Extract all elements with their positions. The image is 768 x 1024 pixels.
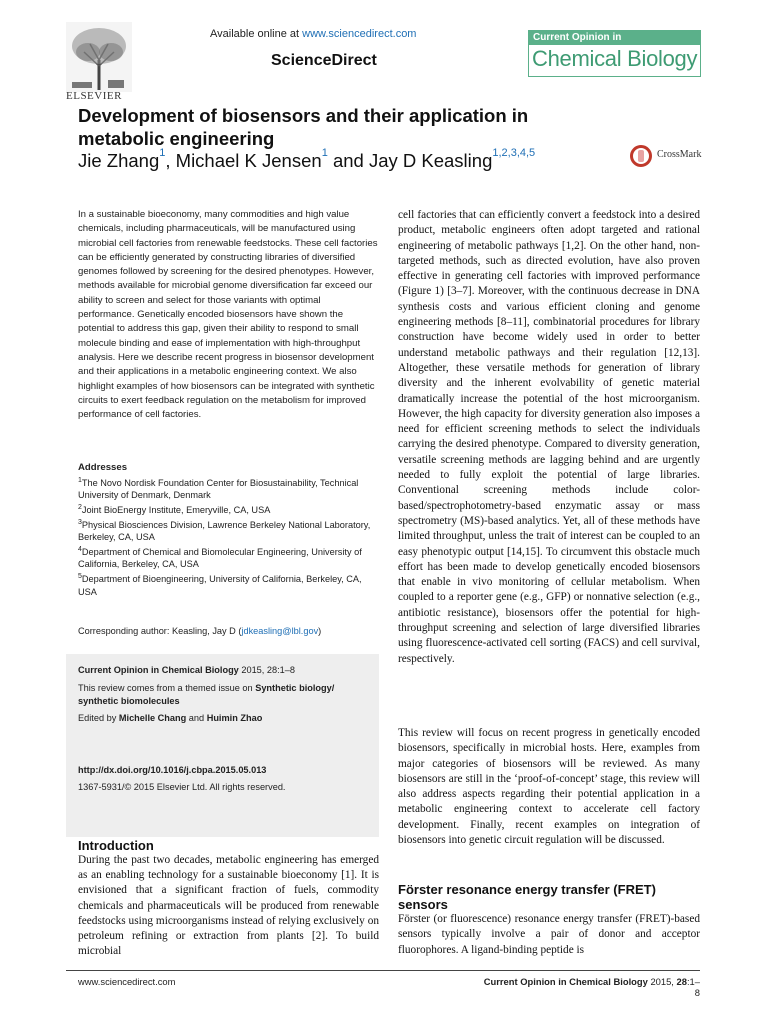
- body-paragraph: This review will focus on recent progress in genetically encoded biosensors, specifically in microbial hosts. Here, examples from major categories of biosensors will be reviewed. As many biosensors are still in the ‘proof-of-concept’ stage, this review will also address aspects regarding their potential application in a metabolic engineering context to accelerate cell factory development. Finally, recent examples on integration of biosensors into genetic circuit regulation will be discussed.: [398, 727, 700, 847]
- journal-logo: [528, 30, 701, 77]
- corresponding-suffix: ): [318, 626, 322, 636]
- addresses-block: [78, 462, 378, 598]
- editor-name: Michelle Chang: [118, 713, 187, 723]
- editor-name: Huimin Zhao: [206, 713, 263, 723]
- fret-section-text: Förster (or fluorescence) resonance energy transfer (FRET)-based sensors typically involve a pair of donor and acceptor fluorophores. A ligand-binding peptide is: [398, 913, 700, 956]
- available-prefix: Available online at: [210, 28, 303, 40]
- footer-pages: :1–8: [686, 976, 700, 998]
- address-number: 2: [78, 503, 82, 511]
- address-item: [78, 502, 378, 517]
- article-title: Development of biosensors and their application in metabolic engineering: [78, 105, 529, 149]
- address-number: 4: [78, 545, 82, 553]
- addresses-heading: Addresses: [78, 462, 128, 473]
- journal-logo-bottom: Chemical Biology: [532, 46, 698, 71]
- address-item: [78, 517, 378, 544]
- publisher-name: ELSEVIER: [66, 90, 122, 102]
- address-text: Department of Bioengineering, University of California, Berkeley, CA, USA: [78, 574, 362, 597]
- footer-divider: [66, 970, 700, 971]
- theme-line: [78, 682, 370, 707]
- abstract: In a sustainable bioeconomy, many commodities and high value chemicals, including pharmaceuticals, will be manufactured using microbial cell factories from renewable feedstocks. These cell factories can be efficiently generated by constructing libraries of diversified genomes followed by screening for the desired phenotypes. However, methods available for microbial genome diversification far exceed our ability to screen and select for those variants with optimal performance. Genetically encoded biosensors have shown the potential to address this gap, given their ability to respond to small molecule binding and ease of implementation with high-throughput analysis. Here we describe recent progress in biosensor development and their applications in a metabolic engineering context. We also highlight examples of how biosensors can be integrated with synthetic circuits to exert feedback regulation on the metabolism for improved performance of cell factories.: [78, 209, 378, 421]
- address-number: 3: [78, 518, 82, 526]
- affiliation-ref[interactable]: 1,2,3,4,5: [492, 147, 536, 159]
- elsevier-tree-logo: [66, 22, 132, 92]
- affiliation-ref[interactable]: 1: [321, 147, 328, 159]
- corresponding-prefix: Corresponding author: Keasling, Jay D (: [78, 626, 242, 636]
- crossmark-label: CrossMark: [657, 149, 702, 160]
- introduction-text: During the past two decades, metabolic engineering has emerged as an enabling technology for a sustainable bioeconomy [1]. It is envisioned that a significant fraction of fuels, commodity chemicals and pharmaceuticals will be produced from renewable feedstocks using microorganisms instead of relying exclusively on petroleum refining or extraction from plants [2]. To build microbial: [78, 854, 379, 958]
- doi-link[interactable]: http://dx.doi.org/10.1016/j.cbpa.2015.05.013: [78, 765, 267, 775]
- author-name: and Jay D Keasling: [327, 150, 493, 171]
- affiliation-ref[interactable]: 1: [159, 147, 166, 159]
- journal-name: Current Opinion in Chemical Biology: [78, 665, 239, 675]
- footer-citation: [480, 976, 700, 998]
- sciencedirect-brand: ScienceDirect: [271, 52, 377, 69]
- citation-detail: 2015, 28:1–8: [238, 665, 295, 675]
- introduction-heading: Introduction: [78, 838, 154, 853]
- edited-prefix: Edited by: [78, 713, 119, 723]
- address-number: 5: [78, 573, 82, 580]
- article-info-box: [66, 654, 379, 837]
- fret-section-heading: Förster resonance energy transfer (FRET) sensors: [398, 882, 656, 912]
- address-item: [78, 571, 378, 598]
- editor-and: and: [186, 713, 207, 723]
- theme-prefix: This review comes from a themed issue on: [78, 683, 256, 693]
- available-online-line: [210, 28, 416, 40]
- address-number: 1: [78, 476, 82, 484]
- address-item: [78, 475, 378, 502]
- crossmark-icon: [630, 145, 652, 167]
- address-item: [78, 544, 378, 571]
- journal-logo-top: Current Opinion in: [529, 31, 700, 45]
- address-text: Physical Biosciences Division, Lawrence Berkeley National Laboratory, Berkeley, CA, USA: [78, 519, 371, 543]
- address-text: Department of Chemical and Biomolecular Engineering, University of California, Berkeley, CA, USA: [78, 546, 362, 570]
- theme-name: Synthetic biology/ synthetic biomolecules: [78, 683, 335, 706]
- body-paragraph: cell factories that can efficiently convert a feedstock into a desired product, metabolic engineers often adopt targeted and rational engineering of metabolic pathways [1,2]. On the other hand, non-targeted methods, such as directed evolution, have also proven effective in generating cell factories with improved performance (Figure 1) [3–7]. Moreover, with the continuous decrease in DNA synthesis costs and various efficient cloning and genome engineering methods [8–11], combinatorial procedures for library construction have become widely used in order to better understand metabolic pathways and their regulation [12,13]. Altogether, these versatile methods for generation of library diversity and the inherent evolvability of genetic material dramatically increase the potential of the host microorganism. However, the high capacity for diversity generation also imposes a need for efficient screening methods to select the individuals carrying the desired phenotype. Compared to diversity generation, versatile screening methods are lagging behind and are urgently needed to fully exploit the potential of large libraries. Conventional screening methods include color-based/spectrophotometry-based enzymatic assay or mass spectrometry (MS)-based analytics. Yet, all of these methods have limited throughput, unless the trait of interest can be coupled to an easy phenotypic output [14,15]. To circumvent this obstacle much effort has been made to develop genetically encoded biosensors that enable in vivo monitoring of cellular metabolism. When coupled to a reporter gene (e.g., GFP) or nonnative selection (e.g., antibiotic resistance), biosensors offer the potential for high-throughput screening and selection of large diversified libraries using fluorescence-activated cell sorting (FACS) and cell survival, respectively.: [398, 209, 700, 665]
- footer-volume: 28: [676, 976, 687, 987]
- crossmark-badge[interactable]: [630, 145, 720, 171]
- footer-year: 2015,: [647, 976, 677, 987]
- email-link[interactable]: jdkeasling@lbl.gov: [241, 626, 319, 636]
- citation-line: [78, 664, 370, 677]
- footer-website[interactable]: www.sciencedirect.com: [78, 976, 176, 987]
- address-text: The Novo Nordisk Foundation Center for Biosustainability, Technical University of Denmark, Denmark: [78, 477, 359, 501]
- footer-journal: Current Opinion in Chemical Biology: [483, 976, 648, 987]
- issn-copyright: 1367-5931/© 2015 Elsevier Ltd. All rights reserved.: [78, 782, 286, 792]
- address-text: Joint BioEnergy Institute, Emeryville, CA, USA: [81, 504, 271, 515]
- sciencedirect-link[interactable]: www.sciencedirect.com: [302, 28, 417, 40]
- author-list: [78, 147, 638, 172]
- author-name: , Michael K Jensen: [165, 150, 322, 171]
- editors-line: [78, 712, 370, 725]
- author-name: Jie Zhang: [78, 150, 160, 171]
- corresponding-author: [78, 626, 378, 636]
